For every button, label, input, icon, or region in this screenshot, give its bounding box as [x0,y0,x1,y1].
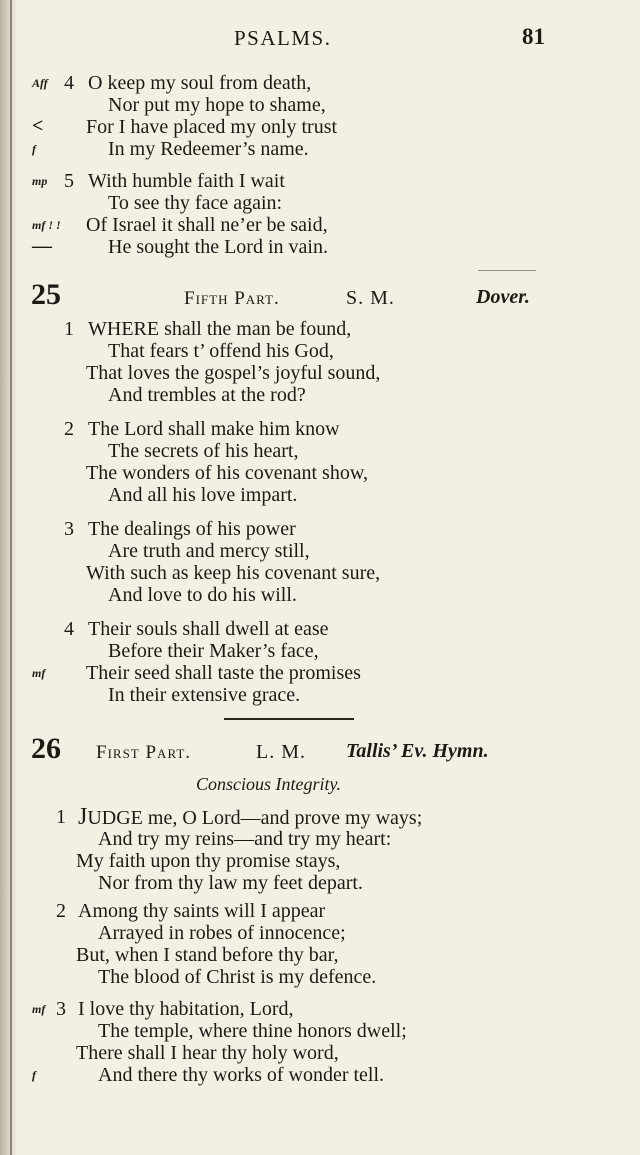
verse-text-rest: UDGE me, O Lord—and prove my ways; [87,807,423,829]
verse-line [0,540,640,562]
hymn-25-stanza-1 [0,318,640,406]
verse-line [0,362,640,384]
verse-text: He sought the Lord in vain. [108,236,328,258]
verse-text: Their souls shall dwell at ease [88,618,329,640]
hymn-25-heading [0,278,640,312]
dynamic-mark: mf ! ! [32,218,61,232]
hymn-26-heading [0,732,640,766]
verse-line [0,922,640,944]
verse-text: The secrets of his heart, [108,440,299,462]
verse-text [78,806,422,829]
verse-line [0,618,640,640]
verse-text: Before their Maker’s face, [108,640,319,662]
verse-line [0,170,640,192]
verse-line [0,72,640,94]
verse-line [0,1042,640,1064]
verse-line [0,900,640,922]
verse-line [0,138,640,160]
verse-text: The Lord shall make him know [88,418,340,440]
verse-text: To see thy face again: [108,192,283,214]
verse-line [0,192,640,214]
verse-number: 1 [56,806,66,828]
verse-line [0,966,640,988]
verse-line [0,1064,640,1086]
stanza-5 [0,170,640,258]
verse-line [0,518,640,540]
verse-text: The temple, where thine honors dwell; [98,1020,407,1042]
verse-text: The dealings of his power [88,518,296,540]
short-rule [478,270,536,271]
verse-number: 2 [64,418,74,440]
verse-text: And love to do his will. [108,584,297,606]
page-number: 81 [522,24,545,49]
hymn-25-stanza-4 [0,618,640,706]
verse-line [0,640,640,662]
verse-text: For I have placed my only trust [86,116,338,138]
hymn-25-stanza-3 [0,518,640,606]
verse-text: Of Israel it shall ne’er be said, [86,214,328,236]
verse-number: 1 [64,318,74,340]
dynamic-mark: mp [32,174,48,188]
dynamic-mark: f [32,142,36,156]
verse-number: 3 [64,518,74,540]
running-head: PSALMS. [234,26,332,50]
verse-text: With such as keep his covenant sure, [86,562,381,584]
verse-text: O keep my soul from death, [88,72,312,94]
verse-line [0,236,640,258]
verse-line [0,1020,640,1042]
verse-line [0,94,640,116]
verse-text: My faith upon thy promise stays, [76,850,341,872]
verse-line [0,418,640,440]
tune-name: Dover. [476,286,530,308]
verse-line [0,484,640,506]
hymn-number: 26 [31,732,61,765]
hymn-26-stanza-3 [0,998,640,1086]
verse-text: Are truth and mercy still, [108,540,310,562]
hymn-26-stanza-1 [0,806,640,894]
verse-text: That loves the gospel’s joyful sound, [86,362,381,384]
verse-line [0,828,640,850]
dynamic-mark: < [32,115,44,137]
verse-line [0,662,640,684]
verse-text: I love thy habitation, Lord, [78,998,294,1020]
verse-line [0,562,640,584]
metre: S. M. [346,287,395,309]
page-header [0,26,640,56]
verse-line [0,340,640,362]
part-title: Fifth Part. [184,288,280,309]
verse-text: And there thy works of wonder tell. [98,1064,385,1086]
hymn-number: 25 [31,278,61,311]
dynamic-mark: — [32,235,52,257]
metre: L. M. [256,741,306,763]
tune-name: Tallis’ Ev. Hymn. [346,740,489,762]
verse-line [0,318,640,340]
verse-text: That fears t’ offend his God, [108,340,334,362]
verse-number: 3 [56,998,66,1020]
drop-cap: J [78,804,88,830]
verse-number: 4 [64,72,74,94]
verse-text: Nor put my hope to shame, [108,94,326,116]
verse-line [0,684,640,706]
verse-line [0,440,640,462]
verse-text: With humble faith I wait [88,170,285,192]
verse-text: Their seed shall taste the promises [86,662,361,684]
verse-line [0,872,640,894]
hymn-subtitle: Conscious Integrity. [196,774,341,794]
verse-line [0,584,640,606]
verse-text: WHERE shall the man be found, [88,318,352,340]
dynamic-mark: Aff [32,76,48,90]
verse-line [0,998,640,1020]
verse-text: In their extensive grace. [108,684,301,706]
hymn-25-stanza-2 [0,418,640,506]
verse-text: There shall I hear thy holy word, [76,1042,339,1064]
verse-text: The blood of Christ is my defence. [98,966,377,988]
stanza-4 [0,72,640,160]
dynamic-mark: mf [32,1002,46,1016]
verse-text: Among thy saints will I appear [78,900,326,922]
hymn-26-stanza-2 [0,900,640,988]
verse-text: Arrayed in robes of innocence; [98,922,346,944]
verse-text: And try my reins—and try my heart: [98,828,392,850]
verse-line [0,806,640,828]
part-title: First Part. [96,742,192,763]
verse-text: And trembles at the rod? [108,384,306,406]
hymn-divider [224,718,354,720]
verse-text: And all his love impart. [108,484,298,506]
verse-line [0,462,640,484]
verse-number: 2 [56,900,66,922]
verse-text: But, when I stand before thy bar, [76,944,339,966]
verse-line [0,944,640,966]
verse-line [0,214,640,236]
dynamic-mark: mf [32,666,46,680]
verse-text: In my Redeemer’s name. [108,138,309,160]
verse-number: 5 [64,170,74,192]
verse-line [0,384,640,406]
verse-line [0,116,640,138]
dynamic-mark: f [32,1068,36,1082]
verse-text: Nor from thy law my feet depart. [98,872,363,894]
verse-line [0,850,640,872]
verse-text: The wonders of his covenant show, [86,462,368,484]
verse-number: 4 [64,618,74,640]
